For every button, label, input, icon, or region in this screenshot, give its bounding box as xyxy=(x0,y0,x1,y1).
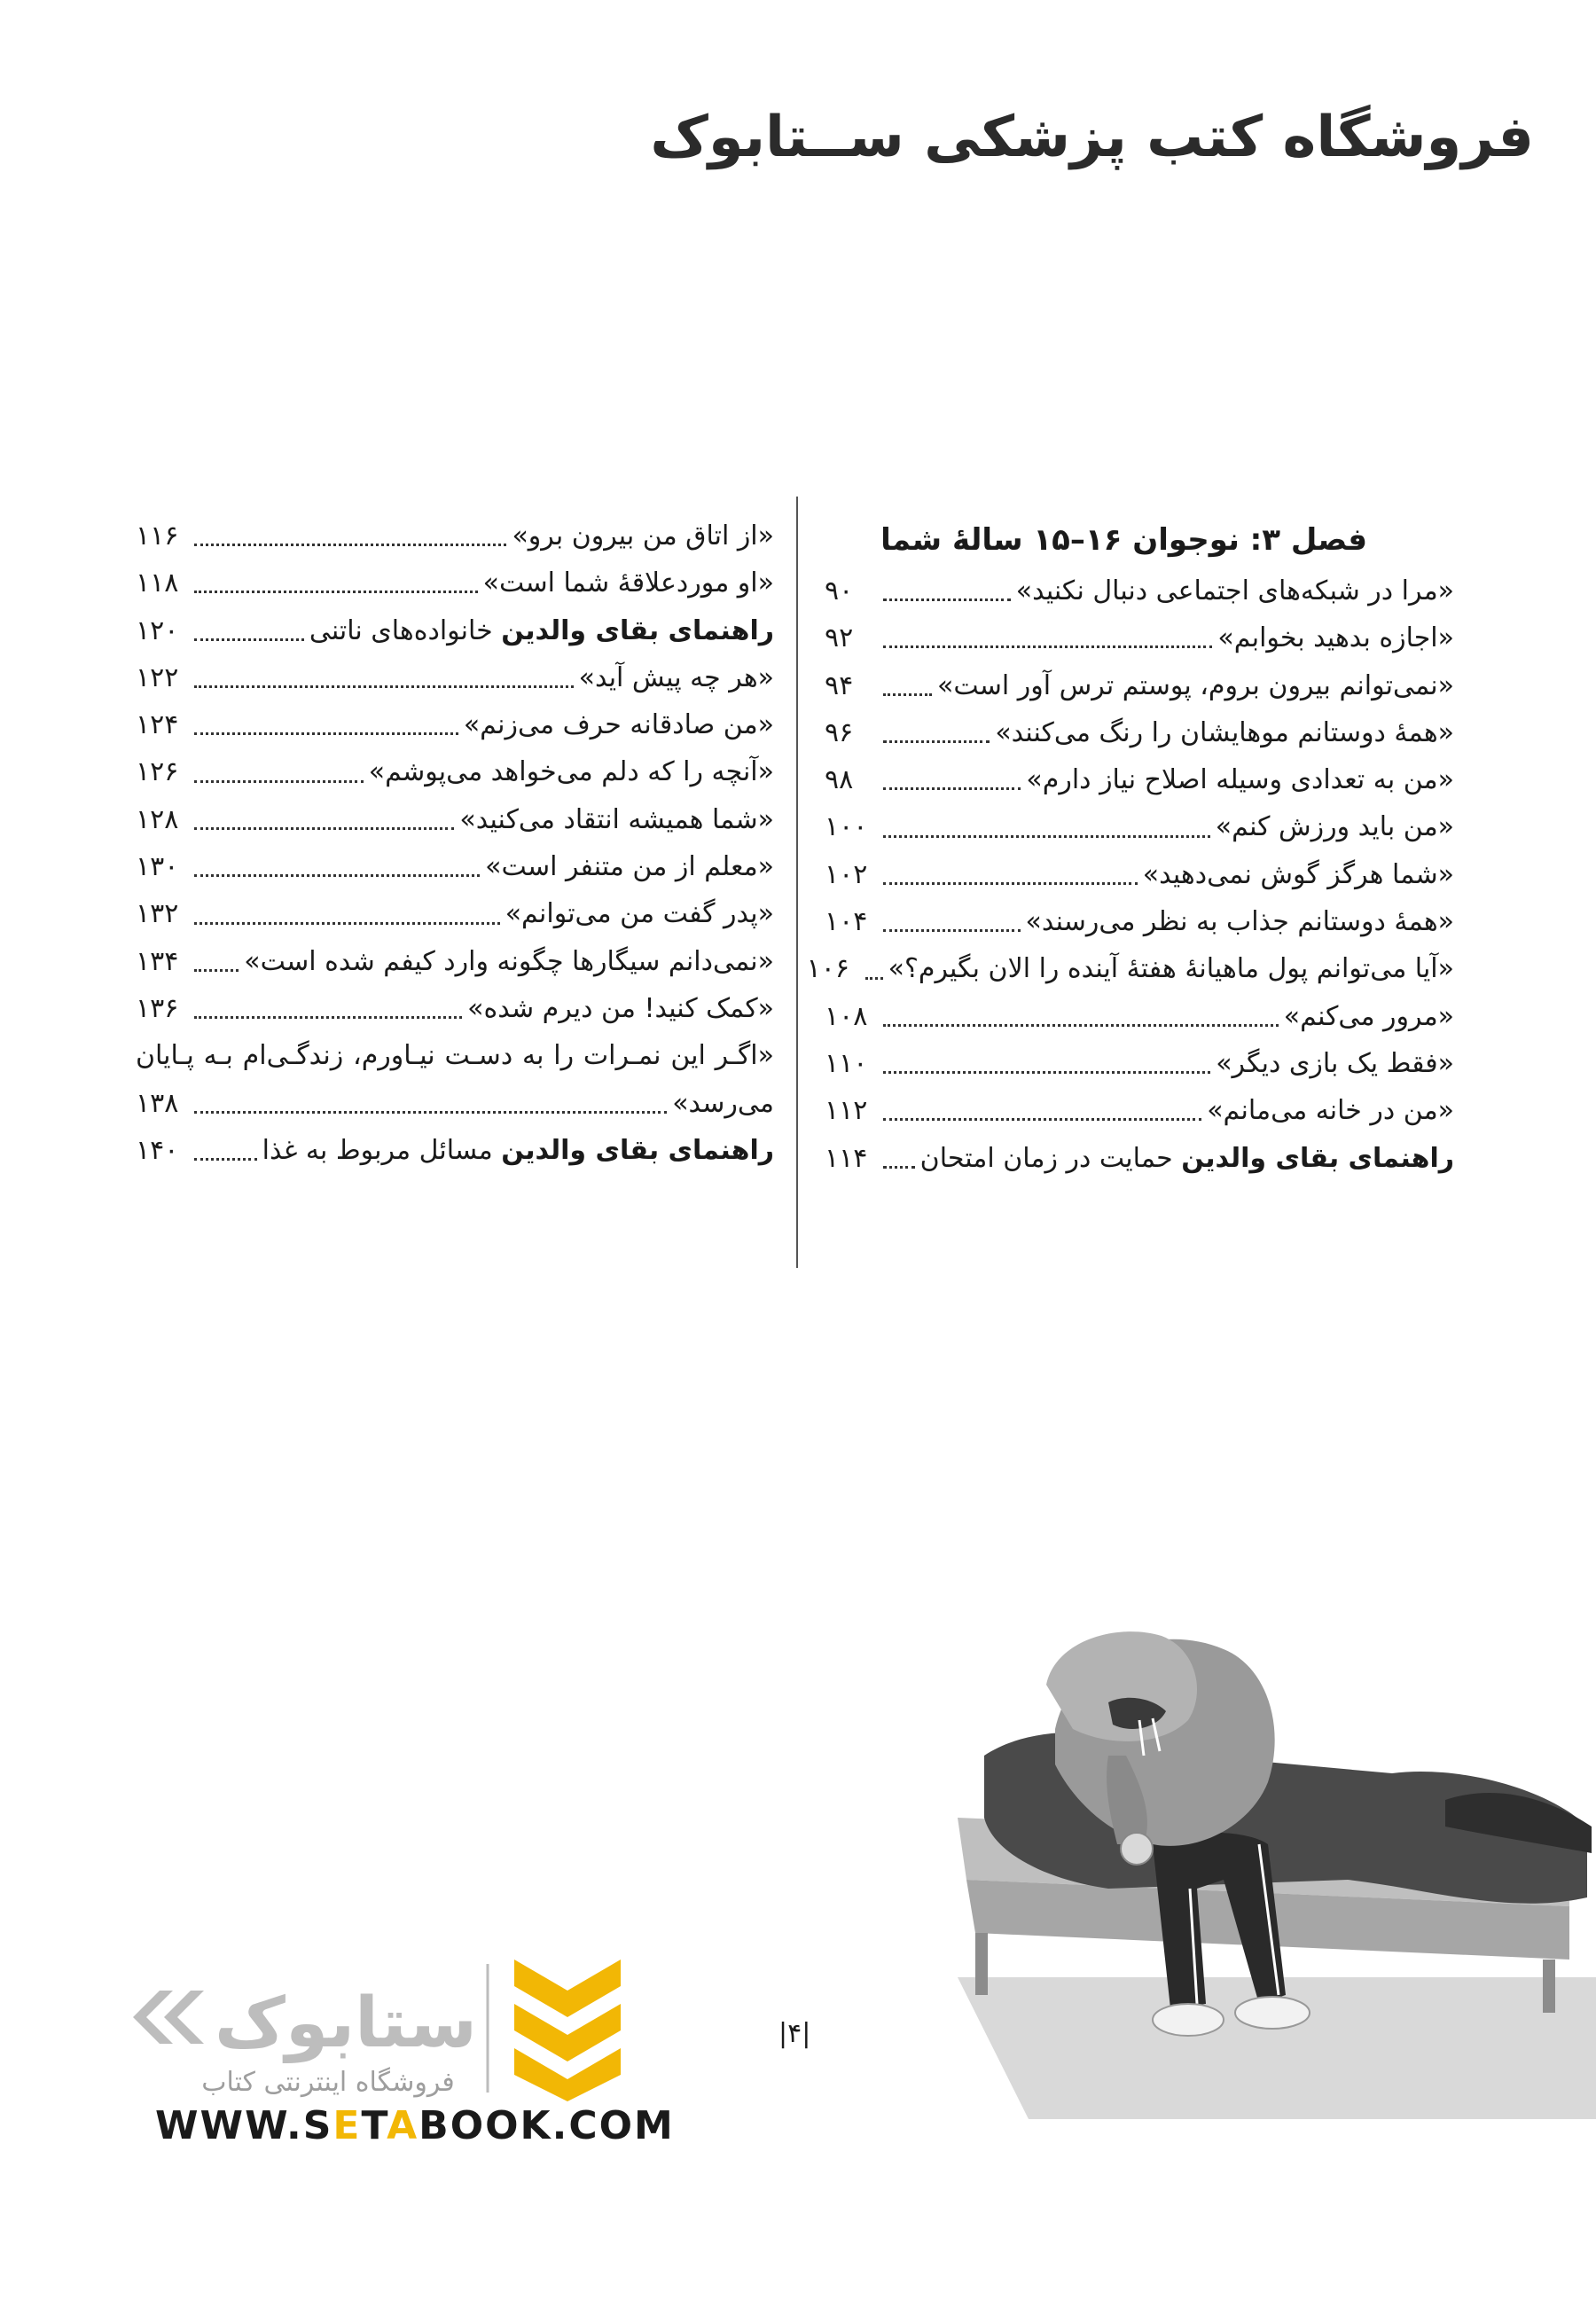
toc-item-title xyxy=(937,662,1454,709)
toc-item-bold: راهنمای بقای والدین xyxy=(1181,1142,1454,1174)
toc-item-page: ۱۰۰ xyxy=(825,811,868,843)
toc-column-right xyxy=(806,512,1454,1182)
toc-item-page: ۱۱۲ xyxy=(825,1095,868,1127)
toc-item-bold: راهنمای بقای والدین xyxy=(501,1134,774,1166)
toc-item xyxy=(136,559,774,606)
toc-leader-dots xyxy=(194,544,506,546)
page-header-title: فروشگاه کتب پزشکی ســتابوک xyxy=(650,105,1534,170)
toc-item-text: «نمی‌توانم بیرون بروم، پوستم ترس آور است» xyxy=(936,669,1454,701)
toc-item-page: ۱۳۴ xyxy=(136,945,179,977)
toc-item-text: «از اتاق من بیرون برو» xyxy=(512,520,774,552)
toc-item-page: ۹۶ xyxy=(825,716,854,748)
toc-item xyxy=(136,985,774,1032)
toc-item-text: «من به تعدادی وسیله اصلاح نیاز دارم» xyxy=(1026,764,1454,796)
toc-item-title xyxy=(1217,614,1454,661)
url-mid: T xyxy=(361,2103,387,2148)
toc-leader-dots xyxy=(194,732,458,735)
toc-item-page: ۱۰۴ xyxy=(825,906,868,938)
toc-item-page: ۱۲۸ xyxy=(136,803,179,835)
toc-item-text: «شما همیشه انتقاد می‌کنید» xyxy=(459,803,774,835)
toc-item-text: «مرور می‌کنم» xyxy=(1283,1000,1454,1032)
toc-item xyxy=(136,796,774,843)
toc-item-text: «معلم از من متنفر است» xyxy=(485,851,774,883)
toc-leader-dots xyxy=(194,827,454,830)
toc-item-page: ۱۲۶ xyxy=(136,756,179,788)
toc-item xyxy=(136,938,774,985)
toc-item-page: ۹۲ xyxy=(825,622,854,654)
toc-item-text: «فقط یک بازی دیگر» xyxy=(1216,1047,1454,1079)
toc-item-page: ۹۰ xyxy=(825,575,854,606)
toc-item xyxy=(136,701,774,748)
toc-item-text: «او موردعلاقهٔ شما است» xyxy=(482,567,774,599)
toc-leader-dots xyxy=(883,929,1021,932)
toc-leader-dots xyxy=(194,591,478,593)
toc-item-page: ۱۳۶ xyxy=(136,992,179,1024)
logo-tagline: فروشگاه اینترنتی کتاب xyxy=(201,2067,455,2098)
toc-leader-dots xyxy=(883,882,1138,885)
toc-item xyxy=(825,851,1454,898)
url-highlight-e: E xyxy=(332,2103,362,2148)
toc-item-page: ۱۰۸ xyxy=(825,1000,868,1032)
toc-item-title xyxy=(512,512,774,559)
toc-leader-dots xyxy=(194,1111,667,1114)
toc-item-page: ۱۲۰ xyxy=(136,614,179,646)
toc-item-title xyxy=(995,709,1454,756)
toc-item-wrapped-line1: «اگـر این نمـرات را به دسـت نیـاورم، زندگـی‌ام بـه پـایان xyxy=(136,1040,774,1072)
toc-leader-dots xyxy=(883,693,932,696)
toc-item-title xyxy=(920,1135,1454,1182)
toc-leader-dots xyxy=(883,1024,1279,1027)
toc-item-title xyxy=(1216,1040,1454,1087)
toc-item-title xyxy=(1016,567,1454,614)
toc-item-page: ۱۱۶ xyxy=(136,520,179,552)
toc-item-title xyxy=(1207,1087,1454,1134)
toc-item-text: «همهٔ دوستانم موهایشان را رنگ می‌کنند» xyxy=(995,716,1454,748)
toc-leader-dots xyxy=(883,740,990,743)
toc-item-title xyxy=(262,1127,774,1174)
toc-column-left xyxy=(136,512,774,1174)
toc-item-text: «نمی‌دانم سیگارها چگونه وارد کیفم شده است» xyxy=(244,945,774,977)
column-divider xyxy=(796,497,798,1268)
toc-list-right xyxy=(806,567,1454,1182)
toc-item xyxy=(825,1087,1454,1134)
toc-item xyxy=(825,1135,1454,1182)
toc-item xyxy=(825,567,1454,614)
toc-leader-dots xyxy=(883,598,1011,601)
url-suffix: BOOK.COM xyxy=(419,2103,675,2148)
toc-item-text: «آیا می‌توانم پول ماهیانهٔ هفتهٔ آینده را الان بگیرم؟» xyxy=(888,953,1454,985)
toc-item-page: ۱۳۲ xyxy=(136,898,179,930)
toc-item xyxy=(825,993,1454,1040)
toc-leader-dots xyxy=(883,645,1212,648)
toc-leader-dots xyxy=(883,787,1021,790)
logo-arrows-icon xyxy=(133,1991,204,2044)
toc-item-title xyxy=(485,843,774,890)
toc-item-title: می‌رسد» xyxy=(672,1087,774,1119)
toc-item-text: «شما هرگز گوش نمی‌دهید» xyxy=(1142,858,1454,890)
toc-item-title xyxy=(1284,993,1454,1040)
toc-item-title xyxy=(1026,898,1454,945)
toc-leader-dots xyxy=(865,977,883,980)
toc-item-text: «اجازه بدهید بخوابم» xyxy=(1217,622,1454,654)
toc-item xyxy=(825,709,1454,756)
toc-item-page: ۹۴ xyxy=(825,669,854,701)
toc-leader-dots xyxy=(194,638,304,641)
toc-item-title xyxy=(483,559,774,606)
teen-sitting-on-bed-icon xyxy=(931,1623,1596,2119)
toc-item-text: «مرا در شبکه‌های اجتماعی دنبال نکنید» xyxy=(1015,575,1454,606)
toc-leader-dots xyxy=(883,835,1210,838)
toc-item-text: «کمک کنید! من دیرم شده» xyxy=(467,992,774,1024)
toc-item-title xyxy=(505,890,774,937)
toc-item-page: ۱۴۰ xyxy=(136,1134,179,1166)
toc-item-page: ۱۳۰ xyxy=(136,851,179,883)
toc-item xyxy=(825,898,1454,945)
toc-item-title xyxy=(309,607,774,654)
toc-item-title xyxy=(467,985,774,1032)
toc-leader-dots xyxy=(194,1016,462,1019)
toc-item-title xyxy=(888,945,1454,992)
toc-item-text: «هر چه پیش آید» xyxy=(578,661,774,693)
toc-item-title xyxy=(464,701,774,748)
toc-item-last xyxy=(136,1127,774,1174)
toc-item-title xyxy=(1216,803,1454,850)
toc-item xyxy=(825,803,1454,850)
toc-leader-dots xyxy=(883,1118,1201,1121)
toc-item-title xyxy=(579,654,774,701)
logo-wordmark: ستابوک xyxy=(215,1983,477,2063)
toc-item xyxy=(136,607,774,654)
toc-item xyxy=(136,512,774,559)
toc-item-text: «من صادقانه حرف می‌زنم» xyxy=(463,709,774,741)
toc-item xyxy=(825,662,1454,709)
toc-item-wrapped-line2 xyxy=(136,1080,774,1127)
toc-item-text: «همهٔ دوستانم جذاب به نظر می‌رسند» xyxy=(1025,906,1454,938)
toc-item-text: خانواده‌های ناتنی xyxy=(309,614,502,646)
toc-item-title xyxy=(459,796,774,843)
toc-item-text: حمایت در زمان امتحان xyxy=(919,1142,1182,1174)
toc-leader-dots xyxy=(194,780,364,783)
toc-item xyxy=(136,654,774,701)
toc-item-text: «من در خانه می‌مانم» xyxy=(1207,1095,1454,1127)
url-prefix: WWW.S xyxy=(155,2103,333,2148)
toc-item-page: ۱۰۶ xyxy=(806,953,849,985)
toc-item-rest: مسائل مربوط به غذا xyxy=(262,1134,502,1166)
toc-item xyxy=(825,756,1454,803)
toc-item-page: ۹۸ xyxy=(825,764,854,796)
page-number: |۴| xyxy=(778,2018,811,2049)
setabook-logo xyxy=(124,1942,692,2101)
toc-item xyxy=(825,614,1454,661)
toc-item-text: «آنچه را که دلم می‌خواهد می‌پوشم» xyxy=(368,756,774,788)
toc-item-page: ۱۰۲ xyxy=(825,858,868,890)
logo-chevron-icon xyxy=(514,1960,621,2101)
toc-item-page: ۱۱۴ xyxy=(825,1142,868,1174)
toc-leader-dots xyxy=(194,874,480,877)
toc-item-text: «من باید ورزش کنم» xyxy=(1215,811,1454,843)
toc-leader-dots xyxy=(194,922,500,925)
toc-item-page: ۱۱۸ xyxy=(136,567,179,599)
toc-item xyxy=(825,1040,1454,1087)
toc-item xyxy=(136,748,774,795)
setabook-url xyxy=(155,2103,675,2148)
toc-item-page: ۱۲۴ xyxy=(136,709,179,741)
toc-item-title xyxy=(1143,851,1454,898)
toc-item-text: «پدر گفت من می‌توانم» xyxy=(505,898,774,930)
toc-leader-dots xyxy=(194,1158,257,1161)
url-highlight-a: A xyxy=(387,2103,419,2148)
toc-leader-dots xyxy=(194,685,574,688)
toc-item xyxy=(136,890,774,937)
toc-item-bold: راهنمای بقای والدین xyxy=(501,614,774,646)
toc-leader-dots xyxy=(194,969,239,972)
toc-item-title xyxy=(244,938,774,985)
toc-item-page: ۱۳۸ xyxy=(136,1087,179,1119)
toc-item-title xyxy=(369,748,774,795)
toc-item-title xyxy=(1026,756,1454,803)
toc-item xyxy=(136,843,774,890)
toc-item-page: ۱۲۲ xyxy=(136,661,179,693)
toc-item-page: ۱۱۰ xyxy=(825,1047,868,1079)
toc-item xyxy=(806,945,1454,992)
toc-leader-dots xyxy=(883,1166,915,1169)
chapter-title: فصل ۳: نوجوان ۱۶–۱۵ سالهٔ شما xyxy=(880,522,1367,558)
toc-list-left xyxy=(136,512,774,1032)
toc-leader-dots xyxy=(883,1071,1210,1074)
